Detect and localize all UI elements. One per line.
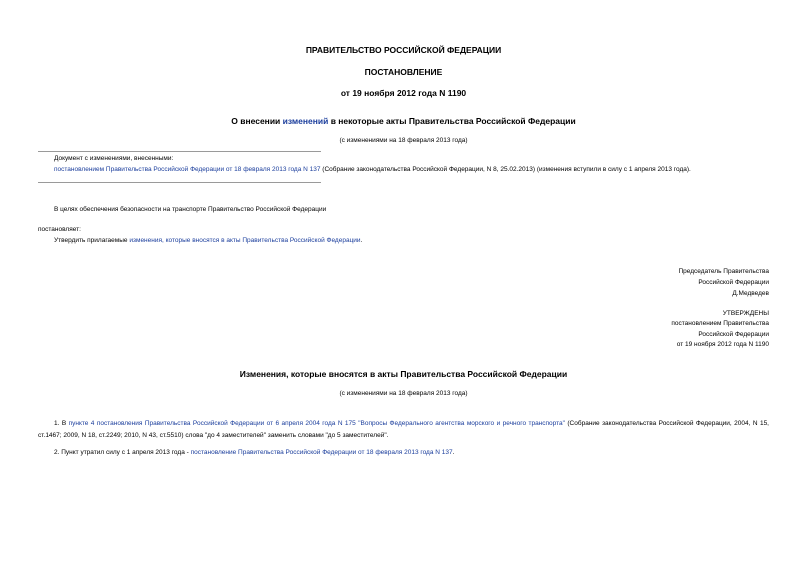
document-type-heading: ПОСТАНОВЛЕНИЕ: [364, 67, 443, 77]
title-changes-link[interactable]: изменений: [282, 116, 329, 126]
item1-suffix: (Собрание законодательства Российской Федерации, 2004, N 15, ст.1467; 2009, N 18, ст.2249; 2010, N 43, ст.5510) слова "до 4 заместителей" заменить словами "до 5 заместителей".: [38, 420, 769, 439]
approve-prefix: Утвердить прилагаемые: [54, 237, 130, 244]
resolves-text: постановляет:: [38, 226, 81, 233]
title-suffix: в некоторые акты Правительства Российской Федерации: [328, 116, 576, 126]
amendment-top-rule: [38, 151, 321, 152]
approve-changes-link[interactable]: изменения, которые вносятся в акты Правительства Российской Федерации: [129, 237, 361, 244]
item1-prefix: 1. В: [54, 420, 69, 427]
title-amended-note: (с изменениями на 18 февраля 2013 года): [339, 137, 468, 144]
changes-title: Изменения, которые вносятся в акты Правительства Российской Федерации: [239, 369, 568, 379]
changes-item-2: [54, 449, 454, 456]
signature-position: Председатель Правительства: [678, 268, 769, 275]
approved-country: Российской Федерации: [698, 331, 769, 338]
amendment-line: [54, 166, 691, 173]
preamble-text: В целях обеспечения безопасности на транспорте Правительство Российской Федерации: [54, 206, 327, 213]
item2-suffix: .: [452, 449, 455, 456]
approve-line: [54, 237, 362, 244]
document-title: [0, 116, 807, 126]
amendment-bottom-rule: [38, 182, 321, 183]
signature-name: Д.Медведев: [732, 290, 769, 297]
approved-heading: УТВЕРЖДЕНЫ: [722, 310, 769, 317]
approve-suffix: .: [360, 237, 363, 244]
amendment-label: Документ с изменениями, внесенными:: [54, 155, 174, 162]
document-date-number: от 19 ноября 2012 года N 1190: [340, 88, 467, 98]
approved-by: постановлением Правительства: [671, 320, 769, 327]
title-prefix: О внесении: [231, 116, 283, 126]
changes-amended-note: (с изменениями на 18 февраля 2013 года): [339, 390, 468, 397]
amendment-rest: (Собрание законодательства Российской Федерации, N 8, 25.02.2013) (изменения вступили в силу с 1 апреля 2013 года).: [320, 166, 691, 173]
item2-prefix: 2. Пункт утратил силу с 1 апреля 2013 года -: [54, 449, 191, 456]
approved-date: от 19 ноября 2012 года N 1190: [676, 341, 769, 348]
item1-resolution-link[interactable]: пункте 4 постановления Правительства Российской Федерации от 6 апреля 2004 года N 175 "Вопросы Федерального агентства морского и речного транспорта": [68, 420, 565, 427]
changes-item-1: [38, 418, 769, 442]
item2-resolution-link[interactable]: постановление Правительства Российской Федерации от 18 февраля 2013 года N 137: [190, 449, 453, 456]
government-heading: ПРАВИТЕЛЬСТВО РОССИЙСКОЙ ФЕДЕРАЦИИ: [305, 45, 502, 55]
amendment-resolution-link[interactable]: постановлением Правительства Российской Федерации от 18 февраля 2013 года N 137: [54, 166, 321, 173]
signature-country: Российской Федерации: [698, 279, 769, 286]
